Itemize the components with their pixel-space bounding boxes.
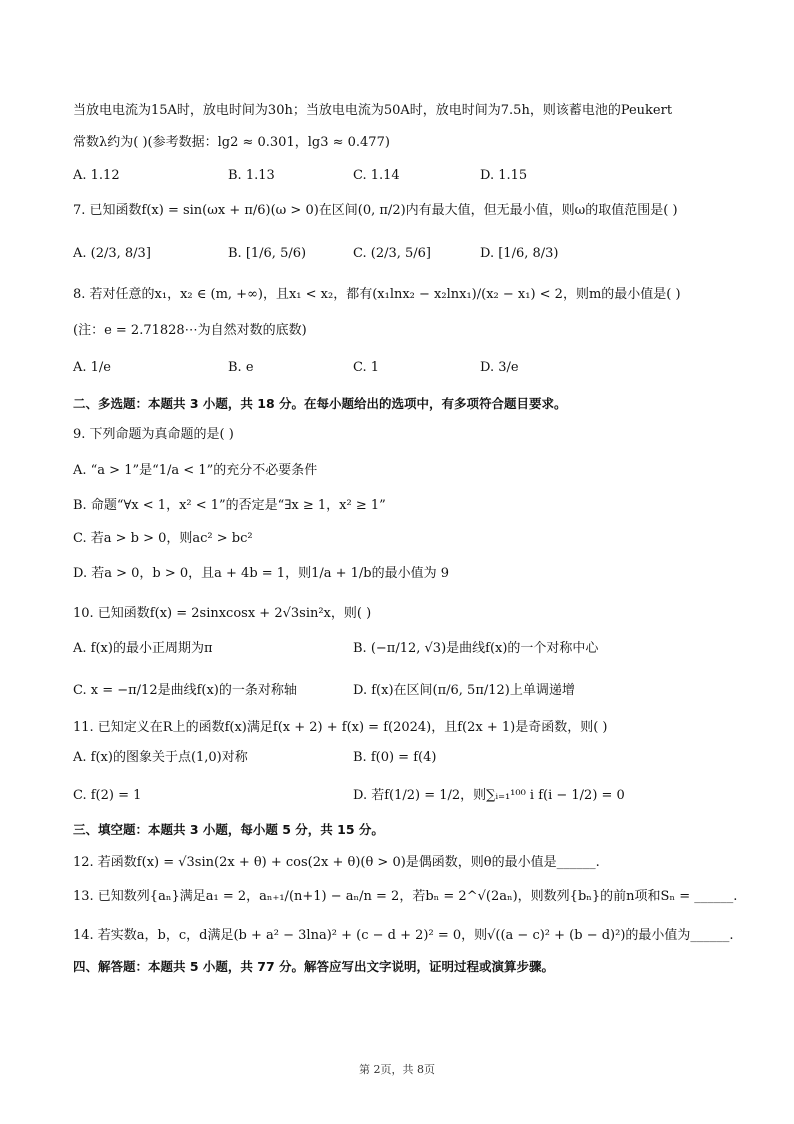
q6-text-line1: 当放电电流为15A时，放电时间为30h；当放电电流为50A时，放电时间为7.5h，则该蓄电池的Peukert: [73, 103, 673, 118]
q7-option-a: A. (2/3, 8/3]: [73, 246, 151, 261]
q10-text: 10. 已知函数f(x) = 2sinxcosx + 2√3sin²x，则( ): [73, 606, 372, 621]
q6-option-a: A. 1.12: [73, 168, 120, 183]
q8-option-a: A. 1/e: [73, 360, 111, 375]
q7-option-c: C. (2/3, 5/6]: [353, 246, 431, 261]
q13-text: 13. 已知数列{aₙ}满足a₁ = 2，aₙ₊₁/(n+1) − aₙ/n = 2，若bₙ = 2^√(2aₙ)，则数列{bₙ}的前n项和Sₙ = ______.: [73, 889, 738, 904]
section-3-heading: 三、填空题：本题共 3 小题，每小题 5 分，共 15 分。: [73, 822, 384, 837]
q7-option-d: D. [1/6, 8/3): [480, 246, 559, 261]
q8-option-b: B. e: [228, 360, 254, 375]
q8-option-c: C. 1: [353, 360, 380, 375]
q10-option-d: D. f(x)在区间(π/6, 5π/12)上单调递增: [353, 683, 575, 698]
q6-option-d: D. 1.15: [480, 168, 528, 183]
q10-option-c: C. x = −π/12是曲线f(x)的一条对称轴: [73, 683, 297, 698]
q10-option-a: A. f(x)的最小正周期为π: [73, 641, 213, 656]
q9-option-b: B. 命题“∀x < 1，x² < 1”的否定是“∃x ≥ 1，x² ≥ 1”: [73, 498, 386, 513]
q12-text: 12. 若函数f(x) = √3sin(2x + θ) + cos(2x + θ)(θ > 0)是偶函数，则θ的最小值是______.: [73, 855, 600, 870]
q8-note: (注：e = 2.71828⋯为自然对数的底数): [73, 323, 307, 338]
q6-option-b: B. 1.13: [228, 168, 275, 183]
q8-text: 8. 若对任意的x₁，x₂ ∈ (m, +∞)，且x₁ < x₂，都有(x₁lnx₂ − x₂lnx₁)/(x₂ − x₁) < 2，则m的最小值是( ): [73, 287, 681, 302]
q7-text: 7. 已知函数f(x) = sin(ωx + π/6)(ω > 0)在区间(0, π/2)内有最大值，但无最小值，则ω的取值范围是( ): [73, 203, 678, 218]
q11-option-d: D. 若f(1/2) = 1/2，则∑ᵢ₌₁¹⁰⁰ i f(i − 1/2) = 0: [353, 788, 625, 803]
q8-option-d: D. 3/e: [480, 360, 519, 375]
q9-option-c: C. 若a > b > 0，则ac² > bc²: [73, 531, 253, 546]
q11-option-a: A. f(x)的图象关于点(1,0)对称: [73, 750, 248, 765]
q10-option-b: B. (−π/12, √3)是曲线f(x)的一个对称中心: [353, 641, 599, 656]
section-4-heading: 四、解答题：本题共 5 小题，共 77 分。解答应写出文字说明，证明过程或演算步骤。: [73, 959, 555, 974]
q9-option-d: D. 若a > 0，b > 0，且a + 4b = 1，则1/a + 1/b的最小值为 9: [73, 566, 450, 581]
q6-text-line2: 常数λ约为( )(参考数据：lg2 ≈ 0.301，lg3 ≈ 0.477): [73, 135, 390, 150]
q9-option-a: A. “a > 1”是“1/a < 1”的充分不必要条件: [73, 463, 318, 478]
page-footer: 第 2页，共 8页: [359, 1063, 435, 1076]
q6-option-c: C. 1.14: [353, 168, 400, 183]
section-2-heading: 二、多选题：本题共 3 小题，共 18 分。在每小题给出的选项中，有多项符合题目要求。: [73, 396, 567, 411]
q7-option-b: B. [1/6, 5/6): [228, 246, 307, 261]
q9-text: 9. 下列命题为真命题的是( ): [73, 427, 234, 442]
q14-text: 14. 若实数a，b，c，d满足(b + a² − 3lna)² + (c − d + 2)² = 0，则√((a − c)² + (b − d)²)的最小值为______.: [73, 928, 734, 943]
q11-option-c: C. f(2) = 1: [73, 788, 142, 803]
q11-text: 11. 已知定义在R上的函数f(x)满足f(x + 2) + f(x) = f(2024)，且f(2x + 1)是奇函数，则( ): [73, 720, 608, 735]
q11-option-b: B. f(0) = f(4): [353, 750, 437, 765]
